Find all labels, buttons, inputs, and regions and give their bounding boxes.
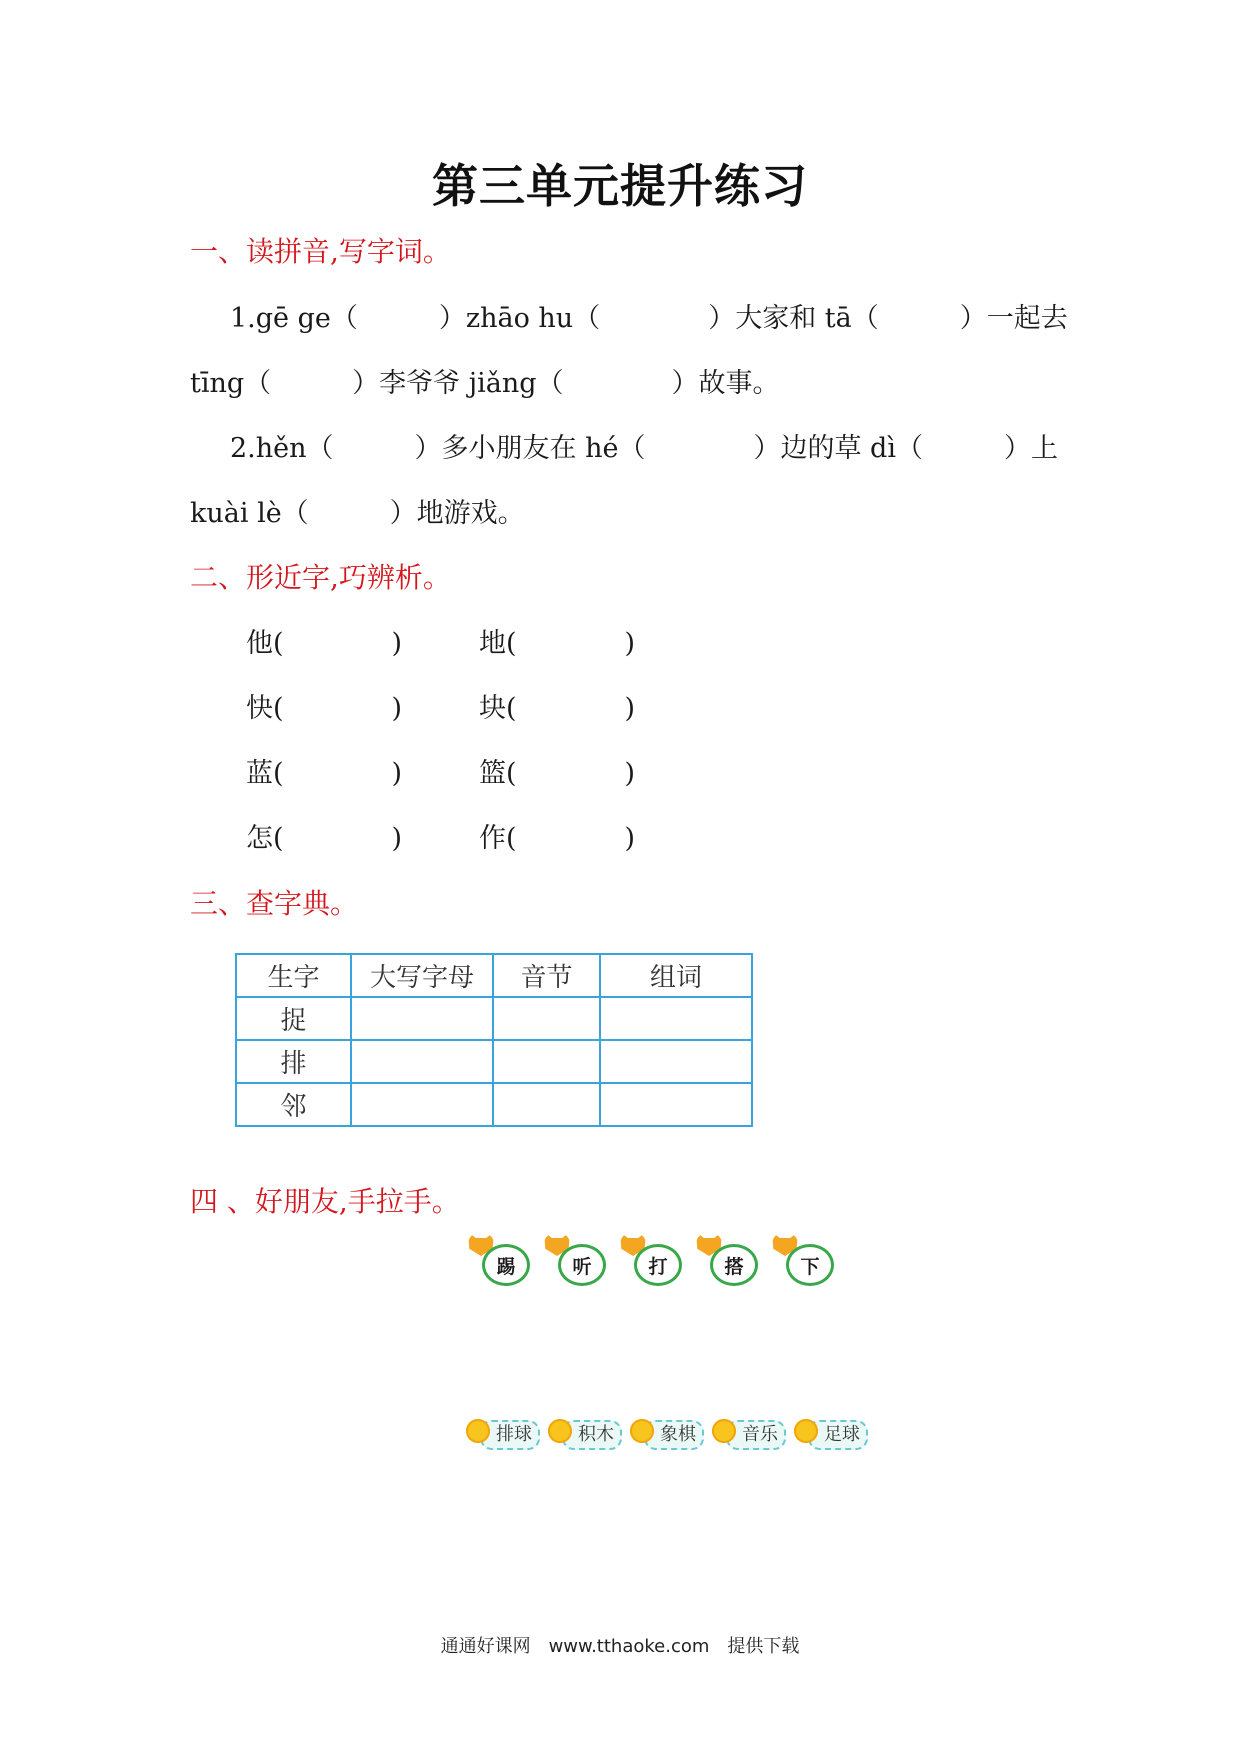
- answer-cell[interactable]: [600, 1040, 752, 1083]
- sun-icon: [794, 1419, 818, 1443]
- pinyin-line-4: kuài lè（ ）地游戏。: [190, 498, 525, 529]
- table-header-cell: 大写字母: [351, 954, 493, 997]
- noun-label: 足球: [808, 1420, 868, 1450]
- verb-label: 搭: [710, 1244, 758, 1286]
- footer-credit: 通通好课网 www.tthaoke.com 提供下载: [440, 1636, 800, 1657]
- table-char-cell: 排: [236, 1040, 351, 1083]
- answer-cell[interactable]: [351, 1083, 493, 1126]
- table-row: [236, 997, 752, 1040]
- noun-badge[interactable]: [712, 1416, 786, 1450]
- noun-label: 排球: [480, 1420, 540, 1450]
- answer-cell[interactable]: [493, 1083, 600, 1126]
- section3-heading: 三、查字典。: [190, 887, 359, 920]
- noun-badge[interactable]: [548, 1416, 622, 1450]
- table-row: [236, 1040, 752, 1083]
- table-row: [236, 1083, 752, 1126]
- table-char-cell: 邻: [236, 1083, 351, 1126]
- answer-cell[interactable]: [493, 1040, 600, 1083]
- verb-badge[interactable]: [620, 1232, 682, 1282]
- sun-icon: [630, 1419, 654, 1443]
- section2-heading: 二、形近字,巧辨析。: [190, 561, 451, 594]
- verb-label: 下: [786, 1244, 834, 1286]
- noun-label: 象棋: [644, 1420, 704, 1450]
- verb-badge[interactable]: [696, 1232, 758, 1282]
- similar-char-item: 篮( ): [479, 758, 636, 789]
- section4-heading: 四 、好朋友,手拉手。: [190, 1185, 460, 1218]
- answer-cell[interactable]: [493, 997, 600, 1040]
- verb-badge[interactable]: [772, 1232, 834, 1282]
- similar-char-item: 地( ): [479, 628, 636, 659]
- verb-badges: [468, 1232, 834, 1282]
- verb-label: 踢: [482, 1244, 530, 1286]
- pinyin-line-1: 1.gē ge（ ）zhāo hu（ ）大家和 tā（ ）一起去: [230, 303, 1068, 334]
- pinyin-line-2: tīng（ ）李爷爷 jiǎng（ ）故事。: [190, 368, 780, 399]
- noun-label: 音乐: [726, 1420, 786, 1450]
- similar-char-item: 蓝( ): [246, 758, 403, 789]
- noun-badge[interactable]: [794, 1416, 868, 1450]
- similar-char-item: 怎( ): [246, 823, 403, 854]
- noun-badge[interactable]: [466, 1416, 540, 1450]
- similar-char-item: 块( ): [479, 693, 636, 724]
- sun-icon: [548, 1419, 572, 1443]
- similar-char-item: 他( ): [246, 628, 403, 659]
- similar-char-item: 作( ): [479, 823, 636, 854]
- pinyin-line-3: 2.hěn（ ）多小朋友在 hé（ ）边的草 dì（ ）上: [230, 433, 1058, 464]
- table-char-cell: 捉: [236, 997, 351, 1040]
- verb-badge[interactable]: [544, 1232, 606, 1282]
- table-header-cell: 音节: [493, 954, 600, 997]
- noun-badge[interactable]: [630, 1416, 704, 1450]
- sun-icon: [712, 1419, 736, 1443]
- noun-badges: [466, 1416, 868, 1450]
- noun-label: 积木: [562, 1420, 622, 1450]
- answer-cell[interactable]: [600, 997, 752, 1040]
- answer-cell[interactable]: [600, 1083, 752, 1126]
- dictionary-table: [235, 953, 753, 1127]
- section1-heading: 一、读拼音,写字词。: [190, 235, 451, 268]
- verb-badge[interactable]: [468, 1232, 530, 1282]
- page-title: 第三单元提升练习: [432, 159, 808, 213]
- sun-icon: [466, 1419, 490, 1443]
- table-header-cell: 生字: [236, 954, 351, 997]
- verb-label: 打: [634, 1244, 682, 1286]
- table-header-row: [236, 954, 752, 997]
- answer-cell[interactable]: [351, 1040, 493, 1083]
- verb-label: 听: [558, 1244, 606, 1286]
- similar-char-item: 快( ): [246, 693, 403, 724]
- table-header-cell: 组词: [600, 954, 752, 997]
- answer-cell[interactable]: [351, 997, 493, 1040]
